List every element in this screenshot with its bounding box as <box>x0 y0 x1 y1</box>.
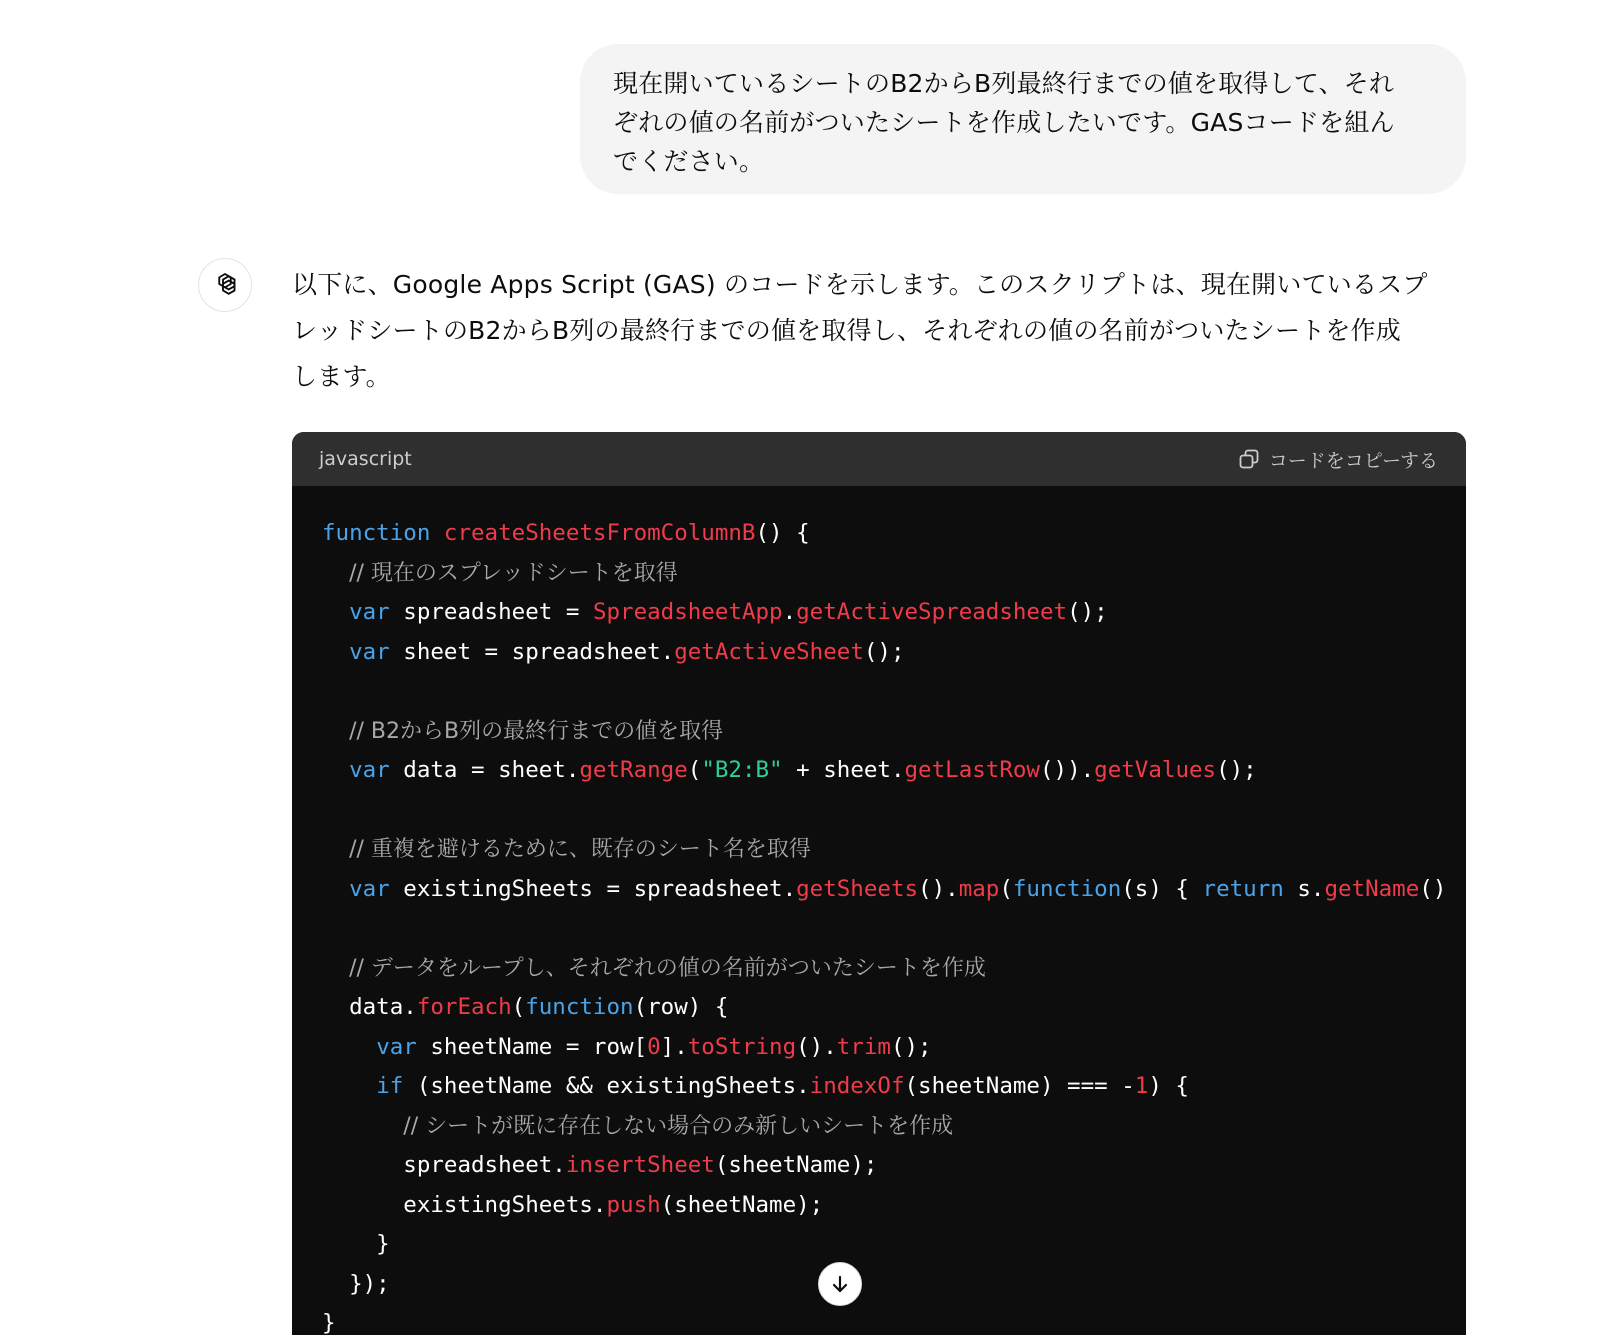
scroll-to-bottom-button[interactable] <box>818 1262 862 1306</box>
code-line <box>322 1107 1466 1147</box>
code-token: ( <box>687 757 702 783</box>
code-token: toString <box>687 1033 797 1060</box>
code-token: if <box>376 1073 404 1099</box>
code-line <box>322 1146 1466 1186</box>
code-token: getActiveSheet <box>674 638 864 665</box>
code-line <box>322 593 1466 633</box>
code-token <box>322 955 349 981</box>
code-token: ( <box>999 875 1013 902</box>
code-token: var <box>349 599 390 625</box>
code-line <box>322 1265 1466 1305</box>
code-token: function <box>1012 875 1122 902</box>
code-token: return <box>1202 875 1284 902</box>
code-token <box>322 836 349 862</box>
code-token: . <box>782 599 797 625</box>
code-token: map <box>958 875 1000 902</box>
code-token <box>322 718 349 744</box>
code-line <box>322 554 1466 594</box>
user-message-line: 現在開いているシートのB2からB列最終行までの値を取得して、それ <box>613 69 1395 98</box>
code-token <box>322 560 349 586</box>
code-token: trim <box>836 1033 891 1060</box>
code-token: getSheets <box>796 875 919 902</box>
assistant-message <box>292 262 1472 400</box>
code-token: ()). <box>1039 757 1095 783</box>
copy-icon <box>1237 447 1261 471</box>
user-message-bubble <box>580 44 1466 194</box>
code-token: 0 <box>647 1033 661 1060</box>
code-line <box>322 1186 1466 1226</box>
code-token: ( <box>511 994 526 1020</box>
code-token: (sheetName); <box>660 1191 824 1218</box>
arrow-down-icon <box>828 1272 852 1296</box>
code-token: ]. <box>660 1033 688 1060</box>
code-token: SpreadsheetApp <box>592 599 783 625</box>
code-line <box>322 909 1466 949</box>
code-token: var <box>349 757 390 783</box>
code-token: (sheetName && existingSheets. <box>403 1073 810 1099</box>
user-message-line: ぞれの値の名前がついたシートを作成したいです。GASコードを組ん <box>613 108 1395 137</box>
code-line <box>322 633 1466 673</box>
code-line <box>322 1304 1466 1335</box>
code-token <box>430 520 444 546</box>
code-line <box>322 1225 1466 1265</box>
code-token: var <box>349 875 390 902</box>
code-line <box>322 791 1466 831</box>
code-token: sheet = spreadsheet. <box>389 638 675 665</box>
code-token: var <box>349 638 390 665</box>
code-line <box>322 988 1466 1028</box>
code-token: // シートが既に存在しない場合のみ新しいシートを作成 <box>403 1113 954 1139</box>
code-token: (); <box>1216 757 1257 783</box>
code-header <box>292 432 1466 486</box>
code-token: getValues <box>1094 757 1217 783</box>
code-token: // データをループし、それぞれの値の名前がついたシートを作成 <box>349 955 986 981</box>
code-token: s. <box>1283 875 1325 902</box>
code-language-label: javascript <box>319 448 412 470</box>
code-token: spreadsheet = <box>389 599 593 625</box>
code-token: existingSheets = spreadsheet. <box>389 875 797 902</box>
code-token: getActiveSpreadsheet <box>796 599 1068 625</box>
code-line <box>322 830 1466 870</box>
user-message-line: でください。 <box>613 147 765 176</box>
code-token <box>322 757 349 783</box>
code-line <box>322 1028 1466 1068</box>
openai-logo-icon <box>210 270 240 300</box>
code-token: spreadsheet. <box>322 1152 566 1178</box>
copy-code-label: コードをコピーする <box>1268 449 1438 472</box>
code-token: (). <box>796 1033 837 1060</box>
code-token <box>322 599 349 625</box>
code-token: data = sheet. <box>389 757 580 783</box>
code-token: insertSheet <box>565 1152 715 1178</box>
code-line <box>322 751 1466 791</box>
code-token: (). <box>918 875 959 902</box>
code-token: // B2からB列の最終行までの値を取得 <box>349 718 724 744</box>
code-block <box>292 432 1466 1335</box>
code-token: data. <box>322 994 417 1020</box>
code-token <box>322 1073 376 1099</box>
code-token: "B2:B" <box>701 757 783 783</box>
code-token: createSheetsFromColumnB <box>443 520 756 546</box>
code-token: (sheetName) === - <box>904 1073 1135 1099</box>
code-token: (s) { <box>1121 875 1203 902</box>
code-line <box>322 1067 1466 1107</box>
code-token: } <box>322 1231 390 1257</box>
code-token: (); <box>890 1033 932 1060</box>
code-token: 1 <box>1134 1073 1149 1099</box>
code-token: () <box>1419 875 1447 902</box>
code-token: (sheetName); <box>714 1152 878 1178</box>
code-token: push <box>606 1191 661 1218</box>
code-token: // 重複を避けるために、既存のシート名を取得 <box>349 837 811 862</box>
code-token <box>322 639 349 665</box>
code-token: function <box>322 520 431 546</box>
code-token: forEach <box>416 994 512 1020</box>
code-token: getName <box>1324 875 1420 902</box>
code-token: indexOf <box>809 1073 905 1099</box>
code-line <box>322 514 1466 554</box>
copy-code-button[interactable] <box>1237 446 1438 473</box>
code-token: getLastRow <box>904 757 1040 783</box>
code-token: sheetName = row[ <box>416 1033 648 1060</box>
code-line <box>322 672 1466 712</box>
assistant-avatar <box>198 258 252 312</box>
assistant-message-line: します。 <box>292 362 391 391</box>
code-token: (); <box>1067 599 1108 625</box>
assistant-message-line: レッドシートのB2からB列の最終行までの値を取得し、それぞれの値の名前がついたシートを作成 <box>292 316 1401 345</box>
code-token: }); <box>322 1270 390 1297</box>
code-token <box>322 1034 376 1060</box>
code-token: (); <box>863 638 905 665</box>
code-line <box>322 949 1466 989</box>
assistant-message-line: 以下に、Google Apps Script (GAS) のコードを示します。このスクリプトは、現在開いているスプ <box>292 270 1428 299</box>
code-token: existingSheets. <box>322 1191 607 1218</box>
code-content[interactable] <box>292 486 1466 1335</box>
code-token: var <box>376 1033 417 1060</box>
code-token: getRange <box>579 757 688 783</box>
code-token: + sheet. <box>782 757 905 783</box>
code-token: // 現在のスプレッドシートを取得 <box>349 560 678 586</box>
code-token <box>322 1113 403 1139</box>
code-token: () { <box>755 520 810 546</box>
code-token <box>322 876 349 902</box>
code-token: function <box>525 994 634 1020</box>
code-token: } <box>322 1310 336 1335</box>
code-token: ) { <box>1148 1073 1189 1099</box>
code-token: (row) { <box>633 994 729 1020</box>
code-line <box>322 712 1466 752</box>
code-line <box>322 870 1466 910</box>
